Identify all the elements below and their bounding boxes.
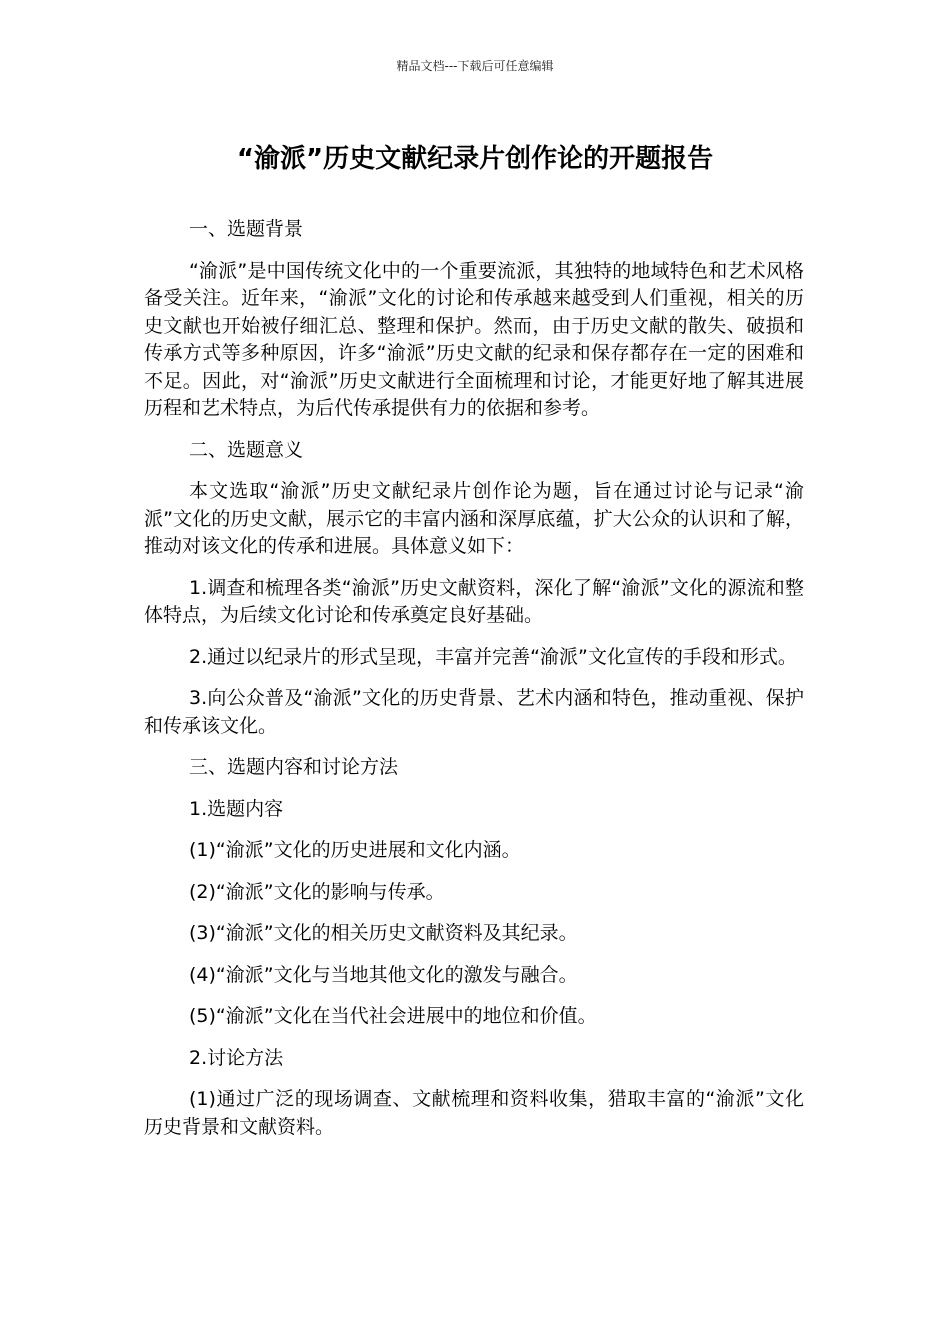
list-item-significance-2: 2.通过以纪录片的形式呈现，丰富并完善“渝派”文化宣传的手段和形式。 <box>189 645 797 668</box>
list-item-content-2: (2)“渝派”文化的影响与传承。 <box>189 880 445 903</box>
list-item-content-3: (3)“渝派”文化的相关历史文献资料及其纪录。 <box>189 922 578 944</box>
paragraph-background: “渝派”是中国传统文化中的一个重要流派，其独特的地域特色和艺术风格备受关注。近年来，“渝派”文化的讨论和传承越来越受到人们重视，相关的历史文献也开始被仔细汇总、整理和保护。然而，由于历史文献的散失、破损和传承方式等多种原因，许多“渝派”历史文献的纪录和保存都存在一定的困难和不足。因此，对“渝派”历史文献进行全面梳理和讨论，才能更好地了解其进展历程和艺术特点，为后代传承提供有力的依据和参考。 <box>144 259 804 419</box>
section-heading-content-methods: 三、选题内容和讨论方法 <box>189 756 399 778</box>
list-item-significance-1: 1.调查和梳理各类“渝派”历史文献资料，深化了解“渝派”文化的源流和整体特点，为后续文化讨论和传承奠定良好基础。 <box>144 576 804 626</box>
paragraph-significance: 本文选取“渝派”历史文献纪录片创作论为题，旨在通过讨论与记录“渝派”文化的历史文献，展示它的丰富内涵和深厚底蕴，扩大公众的认识和了解，推动对该文化的传承和进展。具体意义如下： <box>144 480 804 557</box>
list-item-method-1: (1)通过广泛的现场调查、文献梳理和资料收集，猎取丰富的“渝派”文化历史背景和文献资料。 <box>144 1088 804 1138</box>
document-body <box>144 216 804 1155</box>
section-heading-background: 一、选题背景 <box>189 218 304 240</box>
subheading-content: 1.选题内容 <box>189 797 284 820</box>
header-note: 精品文档---下载后可任意编辑 <box>396 59 554 73</box>
document-title: “渝派”历史文献纪录片创作论的开题报告 <box>236 144 714 174</box>
list-item-content-5: (5)“渝派”文化在当代社会进展中的地位和价值。 <box>189 1005 597 1027</box>
list-item-significance-3: 3.向公众普及“渝派”文化的历史背景、艺术内涵和特色，推动重视、保护和传承该文化。 <box>144 687 804 737</box>
list-item-content-4: (4)“渝派”文化与当地其他文化的激发与融合。 <box>189 963 578 986</box>
subheading-methods: 2.讨论方法 <box>189 1046 284 1069</box>
list-item-content-1: (1)“渝派”文化的历史进展和文化内涵。 <box>189 839 521 861</box>
section-heading-significance: 二、选题意义 <box>189 438 304 461</box>
